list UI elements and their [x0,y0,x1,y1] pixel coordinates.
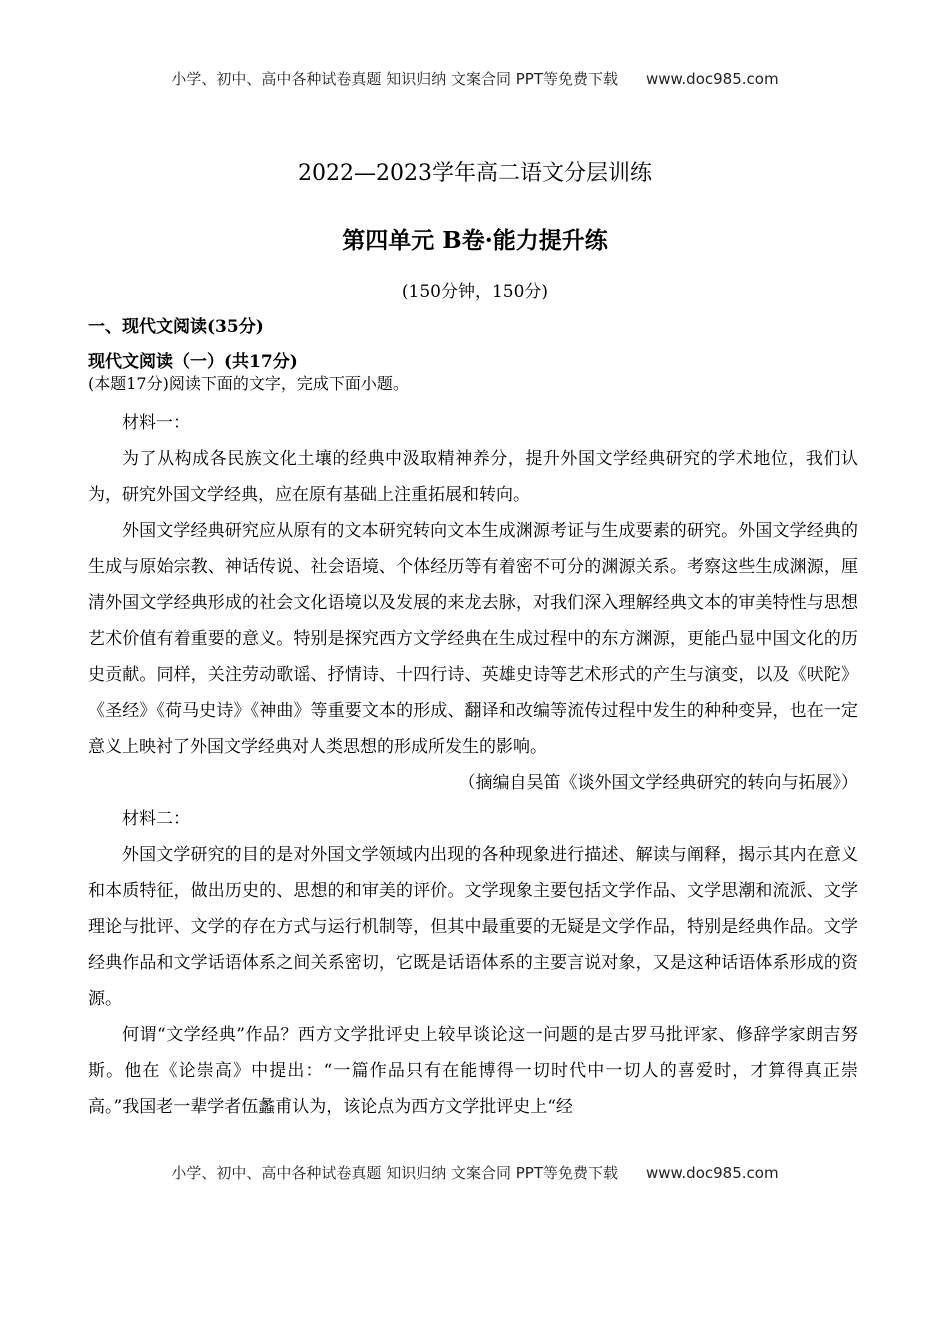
reading-passage [88,405,858,1125]
header-banner [0,68,950,89]
header-promo-text: 小学、初中、高中各种试卷真题 知识归纳 文案合同 PPT等免费下载 [171,70,618,88]
footer-promo-text: 小学、初中、高中各种试卷真题 知识归纳 文案合同 PPT等免费下载 [171,1164,618,1182]
material-one-citation: （摘编自吴笛《谈外国文学经典研究的转向与拓展》） [458,773,858,793]
header-url-link[interactable]: www.doc985.com [645,70,779,88]
material-one-paragraph: 外国文学经典研究应从原有的文本研究转向文本生成渊源考证与生成要素的研究。外国文学经典的生成与原始宗教、神话传说、社会语境、个体经历等有着密不可分的渊源关系。考察这些生成渊源，厘清外国文学经典形成的社会文化语境以及发展的来龙去脉，对我们深入理解经典文本的审美特性与思想艺术价值有着重要的意义。特别是探究西方文学经典在生成过程中的东方渊源，更能凸显中国文化的历史贡献。同样，关注劳动歌谣、抒情诗、十四行诗、英雄史诗等艺术形式的产生与演变，以及《吠陀》《圣经》《荷马史诗》《神曲》等重要文本的形成、翻译和改编等流传过程中发生的种种变异，也在一定意义上映衬了外国文学经典对人类思想的形成所发生的影响。 [88,521,858,757]
document-title: 2022—2023学年高二语文分层训练 [298,161,652,186]
footer-url-link[interactable]: www.doc985.com [645,1164,779,1182]
time-score-note: (150分钟，150分) [401,282,549,302]
footer-banner [0,1162,950,1183]
subsection-heading: 现代文阅读（一）(共17分) [88,352,298,372]
material-two-label: 材料二： [122,809,190,829]
material-one-paragraph: 为了从构成各民族文化土壤的经典中汲取精神养分，提升外国文学经典研究的学术地位，我们认为，研究外国文学经典，应在原有基础上注重拓展和转向。 [88,449,858,505]
document-subtitle: 第四单元 B卷·能力提升练 [342,227,608,254]
material-one-label: 材料一： [122,413,190,433]
question-instruction: (本题17分)阅读下面的文字，完成下面小题。 [88,374,409,393]
section-heading: 一、现代文阅读(35分) [88,317,264,337]
material-two-paragraph: 何谓“文学经典”作品？西方文学批评史上较早谈论这一问题的是古罗马批评家、修辞学家朗吉努斯。他在《论崇高》中提出：“一篇作品只有在能博得一切时代中一切人的喜爱时，才算得真正崇高。”我国老一辈学者伍蠡甫认为，该论点为西方文学批评史上“经 [88,1025,858,1117]
material-two-paragraph: 外国文学研究的目的是对外国文学领域内出现的各种现象进行描述、解读与阐释，揭示其内在意义和本质特征，做出历史的、思想的和审美的评价。文学现象主要包括文学作品、文学思潮和流派、文学理论与批评、文学的存在方式与运行机制等，但其中最重要的无疑是文学作品，特别是经典作品。文学经典作品和文学话语体系之间关系密切，它既是话语体系的主要言说对象，又是这种话语体系形成的资源。 [88,845,858,1009]
